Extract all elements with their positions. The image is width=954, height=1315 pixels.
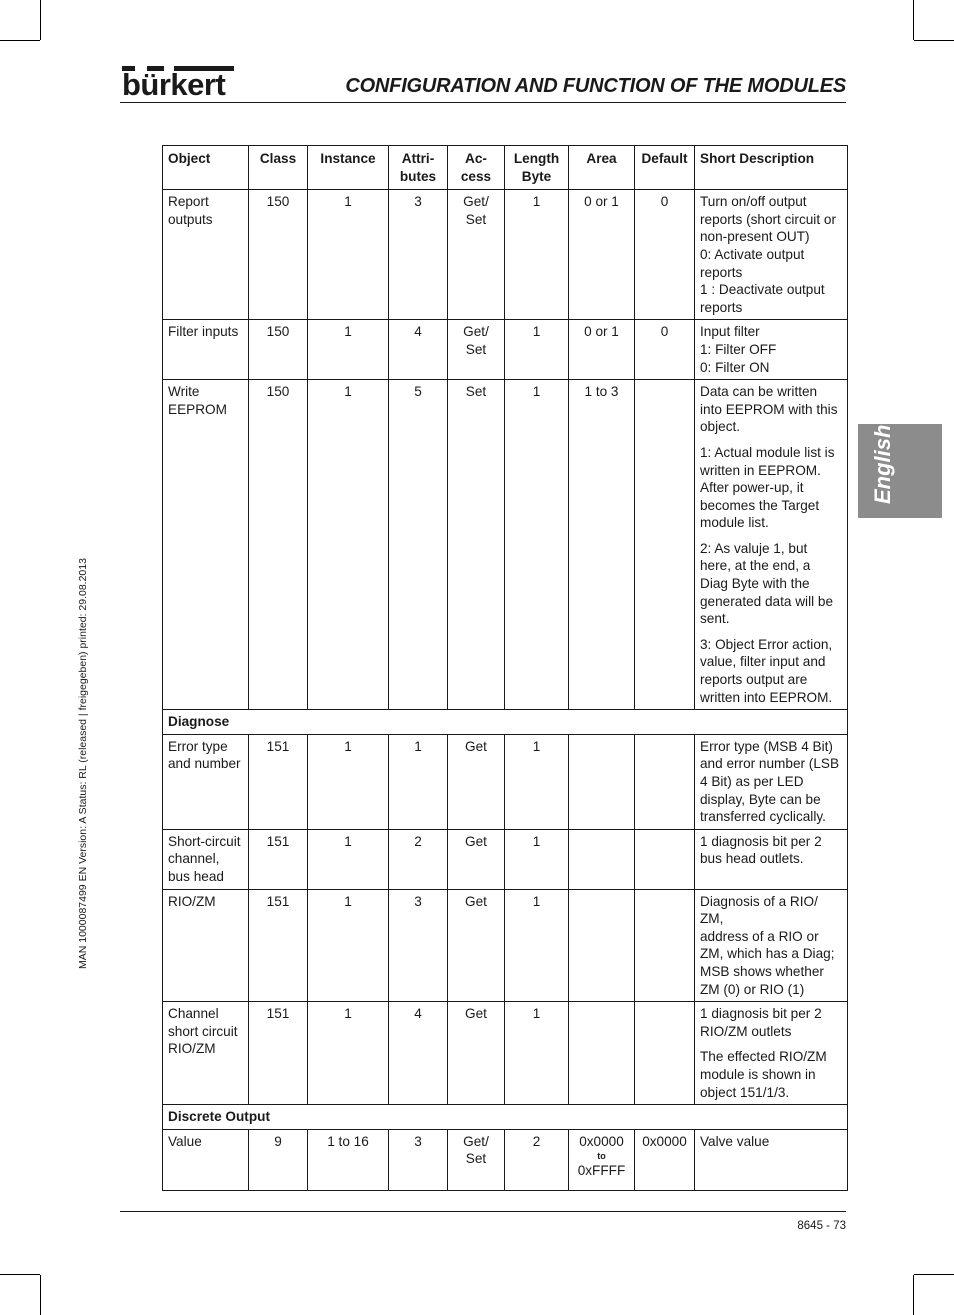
header-line: Attri- <box>401 151 435 166</box>
col-header-length <box>505 146 569 190</box>
cell-area <box>569 1002 635 1105</box>
section-diagnose: Diagnose <box>163 710 848 735</box>
table-row <box>163 1129 848 1190</box>
section-row <box>163 1105 848 1130</box>
cell-access <box>448 320 505 380</box>
table-row <box>163 1002 848 1105</box>
cell-description <box>695 380 848 710</box>
cell-attributes: 3 <box>389 1129 448 1190</box>
page-number: 8645 - 73 <box>797 1220 846 1232</box>
cell-line: Short-circuit <box>168 833 241 849</box>
cell-access <box>448 190 505 320</box>
crop-mark <box>913 0 914 40</box>
cell-area: 0 or 1 <box>569 320 635 380</box>
header-line: butes <box>399 168 437 184</box>
cell-instance: 1 to 16 <box>308 1129 389 1190</box>
cell-description: Valve value <box>695 1129 848 1190</box>
cell-attributes: 4 <box>389 1002 448 1105</box>
cell-access: Set <box>448 380 505 710</box>
section-discrete-output: Discrete Output <box>163 1105 848 1130</box>
object-table <box>162 145 848 1191</box>
cell-instance: 1 <box>308 889 389 1002</box>
cell-length: 1 <box>505 380 569 710</box>
cell-object: Error type and number <box>163 734 249 829</box>
cell-class: 150 <box>249 380 308 710</box>
col-header-instance: Instance <box>308 146 389 190</box>
cell-area: 0 or 1 <box>569 190 635 320</box>
document-meta: MAN 1000087499 EN Version: A Status: RL (released | freigegeben) printed: 29.08.2013 <box>77 558 89 969</box>
desc-line: 1: Filter OFF <box>700 341 777 357</box>
cell-access <box>448 1129 505 1190</box>
cell-object: RIO/ZM <box>163 889 249 1002</box>
desc-line: Input filter <box>700 324 760 340</box>
cell-length: 1 <box>505 190 569 320</box>
language-tab-label: English <box>870 424 895 504</box>
desc-line: Turn on/off output reports (short circuit or non-present OUT) <box>700 194 836 245</box>
burkert-logo <box>122 66 234 102</box>
page-title: CONFIGURATION AND FUNCTION OF THE MODULES <box>345 75 846 97</box>
cell-access: Get <box>448 734 505 829</box>
crop-mark <box>0 1274 40 1275</box>
cell-default <box>635 734 695 829</box>
cell-instance: 1 <box>308 380 389 710</box>
logo-word: bürkert <box>122 67 226 102</box>
cell-line: short circuit <box>168 1023 238 1039</box>
cell-attributes: 3 <box>389 889 448 1002</box>
cell-length: 1 <box>505 1002 569 1105</box>
cell-instance: 1 <box>308 320 389 380</box>
area-to: 0xFFFF <box>577 1163 626 1179</box>
col-header-object: Object <box>163 146 249 190</box>
area-from: 0x0000 <box>579 1133 624 1149</box>
cell-instance: 1 <box>308 190 389 320</box>
cell-default <box>635 829 695 889</box>
col-header-class: Class <box>249 146 308 190</box>
cell-attributes: 3 <box>389 190 448 320</box>
cell-length: 1 <box>505 829 569 889</box>
cell-description <box>695 889 848 1002</box>
col-header-attributes <box>389 146 448 190</box>
cell-instance: 1 <box>308 1002 389 1105</box>
header-divider <box>120 102 846 103</box>
table-row <box>163 320 848 380</box>
area-to-word: to <box>597 1151 606 1162</box>
table-row <box>163 829 848 889</box>
crop-mark <box>914 1274 954 1275</box>
desc-line: Diagnosis of a RIO/ ZM, <box>700 893 818 927</box>
cell-line: Get/ <box>463 324 489 340</box>
cell-length: 1 <box>505 734 569 829</box>
cell-default <box>635 1002 695 1105</box>
cell-description <box>695 190 848 320</box>
cell-class: 151 <box>249 829 308 889</box>
cell-line: bus head <box>168 868 224 884</box>
cell-area <box>569 1129 635 1190</box>
desc-paragraph: 3: Object Error action, value, filter input and reports output are written into EEPROM. <box>700 636 833 705</box>
desc-paragraph: 1: Actual module list is written in EEPROM. After power-up, it becomes the Target module list. <box>700 444 835 531</box>
cell-line: Get/ <box>463 194 489 210</box>
cell-default <box>635 889 695 1002</box>
desc-paragraph: The effected RIO/ZM module is shown in object 151/1/3. <box>700 1049 827 1100</box>
desc-line: 1 : Deactivate output reports <box>700 282 825 315</box>
cell-class: 151 <box>249 734 308 829</box>
cell-length: 1 <box>505 320 569 380</box>
cell-class: 150 <box>249 190 308 320</box>
cell-class: 150 <box>249 320 308 380</box>
cell-area <box>569 889 635 1002</box>
cell-object: Value <box>163 1129 249 1190</box>
cell-object: Report outputs <box>163 190 249 320</box>
table-row <box>163 734 848 829</box>
header-line: Byte <box>521 168 552 184</box>
cell-description: 1 diagnosis bit per 2 bus head outlets. <box>695 829 848 889</box>
cell-length: 1 <box>505 889 569 1002</box>
cell-class: 151 <box>249 1002 308 1105</box>
cell-attributes: 5 <box>389 380 448 710</box>
footer-divider <box>120 1211 846 1212</box>
cell-class: 151 <box>249 889 308 1002</box>
desc-line: address of a RIO or ZM, which has a Diag; MSB shows whether ZM (0) or RIO (1) <box>700 928 835 997</box>
section-row <box>163 710 848 735</box>
cell-line: Get/ <box>463 1133 489 1149</box>
cell-area <box>569 734 635 829</box>
cell-default <box>635 380 695 710</box>
language-tab <box>858 424 942 518</box>
table-row <box>163 889 848 1002</box>
table-row <box>163 380 848 710</box>
crop-mark <box>0 40 40 41</box>
desc-paragraph: Data can be written into EEPROM with this object. <box>700 384 838 435</box>
crop-mark <box>40 0 41 40</box>
crop-mark <box>40 1275 41 1315</box>
cell-access: Get <box>448 1002 505 1105</box>
col-header-area: Area <box>569 146 635 190</box>
cell-object <box>163 1002 249 1105</box>
header-line: Length <box>513 151 560 166</box>
desc-paragraph: 2: As valuje 1, but here, at the end, a Diag Byte with the generated data will be sent. <box>700 540 834 627</box>
cell-line: RIO/ZM <box>168 1041 216 1057</box>
cell-default: 0 <box>635 190 695 320</box>
crop-mark <box>913 1275 914 1315</box>
cell-object: Filter inputs <box>163 320 249 380</box>
col-header-access <box>448 146 505 190</box>
cell-default: 0x0000 <box>635 1129 695 1190</box>
cell-description: Error type (MSB 4 Bit) and error number (LSB 4 Bit) as per LED display, Byte can be transferred cyclically. <box>695 734 848 829</box>
cell-line: Set <box>465 1151 487 1167</box>
desc-paragraph: 1 diagnosis bit per 2 RIO/ZM outlets <box>700 1006 822 1039</box>
col-header-default: Default <box>635 146 695 190</box>
cell-description <box>695 1002 848 1105</box>
cell-access: Get <box>448 829 505 889</box>
col-header-description: Short Description <box>695 146 848 190</box>
table-row <box>163 190 848 320</box>
cell-length: 2 <box>505 1129 569 1190</box>
desc-line: 0: Activate output reports <box>700 246 805 280</box>
cell-attributes: 1 <box>389 734 448 829</box>
header-line: cess <box>460 168 492 184</box>
cell-line: Set <box>465 211 487 227</box>
cell-area: 1 to 3 <box>569 380 635 710</box>
cell-class: 9 <box>249 1129 308 1190</box>
cell-line: Channel <box>168 1006 219 1022</box>
cell-access: Get <box>448 889 505 1002</box>
cell-attributes: 4 <box>389 320 448 380</box>
cell-object: Write EEPROM <box>163 380 249 710</box>
cell-description <box>695 320 848 380</box>
cell-area <box>569 829 635 889</box>
cell-default: 0 <box>635 320 695 380</box>
header-line: Ac- <box>465 151 487 166</box>
table-header-row <box>163 146 848 190</box>
desc-line: 0: Filter ON <box>700 359 770 375</box>
cell-instance: 1 <box>308 734 389 829</box>
cell-line: Set <box>465 341 487 357</box>
cell-object <box>163 829 249 889</box>
cell-line: channel, <box>168 851 220 867</box>
cell-attributes: 2 <box>389 829 448 889</box>
cell-instance: 1 <box>308 829 389 889</box>
crop-mark <box>914 40 954 41</box>
